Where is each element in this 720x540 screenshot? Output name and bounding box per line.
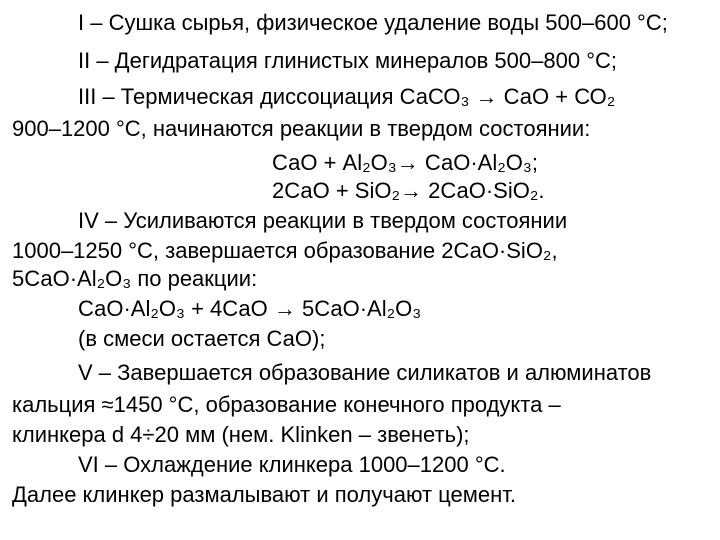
reaction-note: (в смеси остается СаО); (78, 326, 326, 351)
stage-5-text: V – Завершается образование силикатов и алюминатов (78, 360, 652, 385)
stage-1-text: I – Сушка сырья, физическое удаление воды 500–600 °С; (78, 10, 668, 35)
stage-5-continuation: кальция ≈1450 °С, образование конечного продукта – (12, 392, 561, 417)
stage-3-continuation: 900–1200 °С, начинаются реакции в твердом состоянии: (12, 116, 591, 141)
stage-6-text: VI – Охлаждение клинкера 1000–1200 °С. (78, 452, 506, 477)
stage-5-clinker-size: клинкера d 4÷20 мм (нем. Klinken – звенеть); (12, 422, 470, 447)
stage-2-text: II – Дегидратация глинистых минералов 500–800 °С; (78, 48, 617, 73)
reaction-5cao-al2o3: СаО·Al₂O₃ + 4СаО → 5СаО·Al₂O₃ (78, 296, 422, 321)
reaction-cao-sio2: 2СаО + SiO₂→ 2СаО·SiO₂. (272, 178, 545, 203)
stage-3-text: III – Термическая диссоциация СаСО₃ → СаО + СО₂ (78, 84, 616, 109)
stage-4-text: IV – Усиливаются реакции в твердом состоянии (78, 208, 568, 233)
stage-4-continuation: 1000–1250 °С, завершается образование 2СаО·SiO₂, (12, 238, 558, 263)
reaction-cao-al2o3: СаО + Al₂O₃→ СаО·Al₂O₃; (272, 150, 538, 175)
stage-4-reaction-intro: 5СаО·Al₂O₃ по реакции: (12, 266, 258, 291)
final-step-text: Далее клинкер размалывают и получают цемент. (12, 482, 517, 507)
